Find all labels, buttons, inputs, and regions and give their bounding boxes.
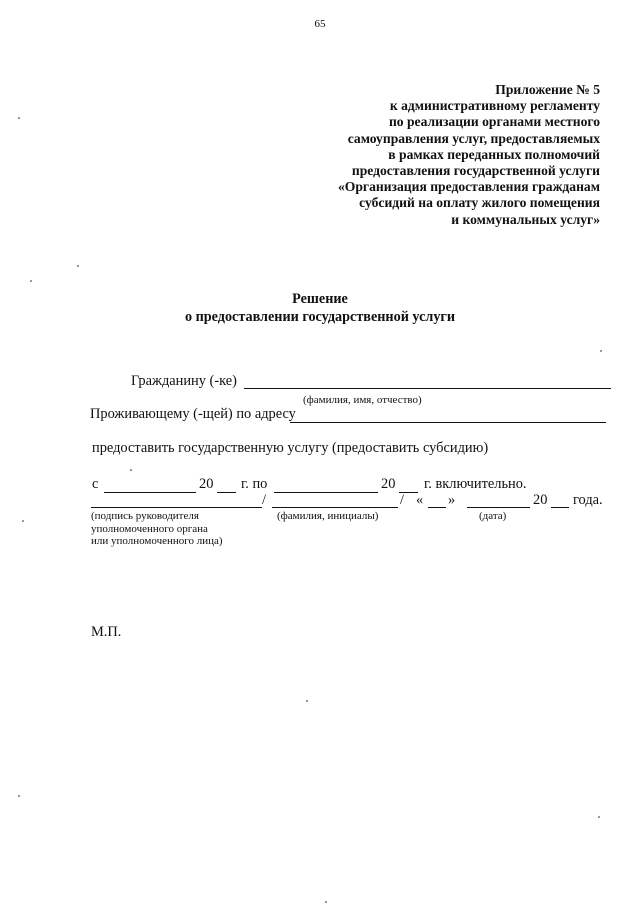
month-field	[467, 507, 530, 508]
appendix-line: субсидий на оплату жилого помещения	[359, 195, 600, 211]
decision-title: Решение	[292, 291, 348, 307]
page-number: 65	[314, 18, 326, 30]
decision-heading	[0, 290, 640, 326]
stamp-place: М.П.	[91, 624, 122, 640]
day-field	[428, 507, 446, 508]
scan-speck	[325, 901, 327, 903]
address-label: Проживающему (-щей) по адресу	[90, 406, 296, 422]
scan-speck	[306, 700, 308, 702]
signature-caption: (подпись руководителя уполномоченного органа или уполномоченного лица)	[91, 510, 223, 548]
decision-subtitle: о предоставлении государственной услуги	[184, 309, 456, 325]
scan-speck	[18, 795, 20, 797]
scan-speck	[600, 350, 602, 352]
scan-speck	[598, 816, 600, 818]
start-date-field	[104, 492, 196, 493]
sign-year-prefix: 20	[533, 492, 548, 508]
date-caption: (дата)	[479, 510, 507, 522]
signature-field	[91, 507, 262, 508]
end-year-prefix: 20	[381, 476, 396, 492]
to-text: г. по	[241, 476, 268, 492]
appendix-header	[338, 82, 600, 228]
scan-speck	[18, 117, 20, 119]
citizen-label: Гражданину (-ке)	[131, 373, 237, 389]
year-suffix: года.	[573, 492, 603, 508]
citizen-name-field	[244, 388, 611, 389]
fio-caption: (фамилия, имя, отчество)	[303, 394, 422, 406]
sign-year-field	[551, 507, 569, 508]
from-label: с	[92, 476, 99, 492]
grant-text: предоставить государственную услугу (предоставить субсидию)	[92, 440, 489, 456]
close-quote: »	[448, 492, 456, 508]
end-date-field	[274, 492, 378, 493]
appendix-line: самоуправления услуг, предоставляемых	[347, 130, 600, 146]
initials-field	[272, 507, 398, 508]
appendix-title: Приложение № 5	[495, 82, 600, 97]
start-year-field	[217, 492, 236, 493]
scan-speck	[30, 280, 32, 282]
appendix-line: в рамках переданных полномочий	[388, 146, 600, 162]
start-year-prefix: 20	[199, 476, 214, 492]
address-field	[290, 422, 606, 423]
appendix-line: предоставления государственной услуги	[351, 163, 600, 179]
slash-separator: /	[400, 492, 404, 508]
inclusive-text: г. включительно.	[424, 476, 527, 492]
appendix-line: к административному регламенту	[389, 98, 600, 114]
appendix-line: «Организация предоставления гражданам	[337, 179, 600, 195]
initials-caption: (фамилия, инициалы)	[277, 510, 379, 522]
appendix-line: и коммунальных услуг»	[451, 211, 600, 227]
scan-speck	[130, 469, 132, 471]
scan-speck	[22, 520, 24, 522]
appendix-line: по реализации органами местного	[388, 114, 600, 130]
scan-speck	[77, 265, 79, 267]
slash-separator: /	[262, 492, 266, 508]
open-quote: «	[416, 492, 424, 508]
